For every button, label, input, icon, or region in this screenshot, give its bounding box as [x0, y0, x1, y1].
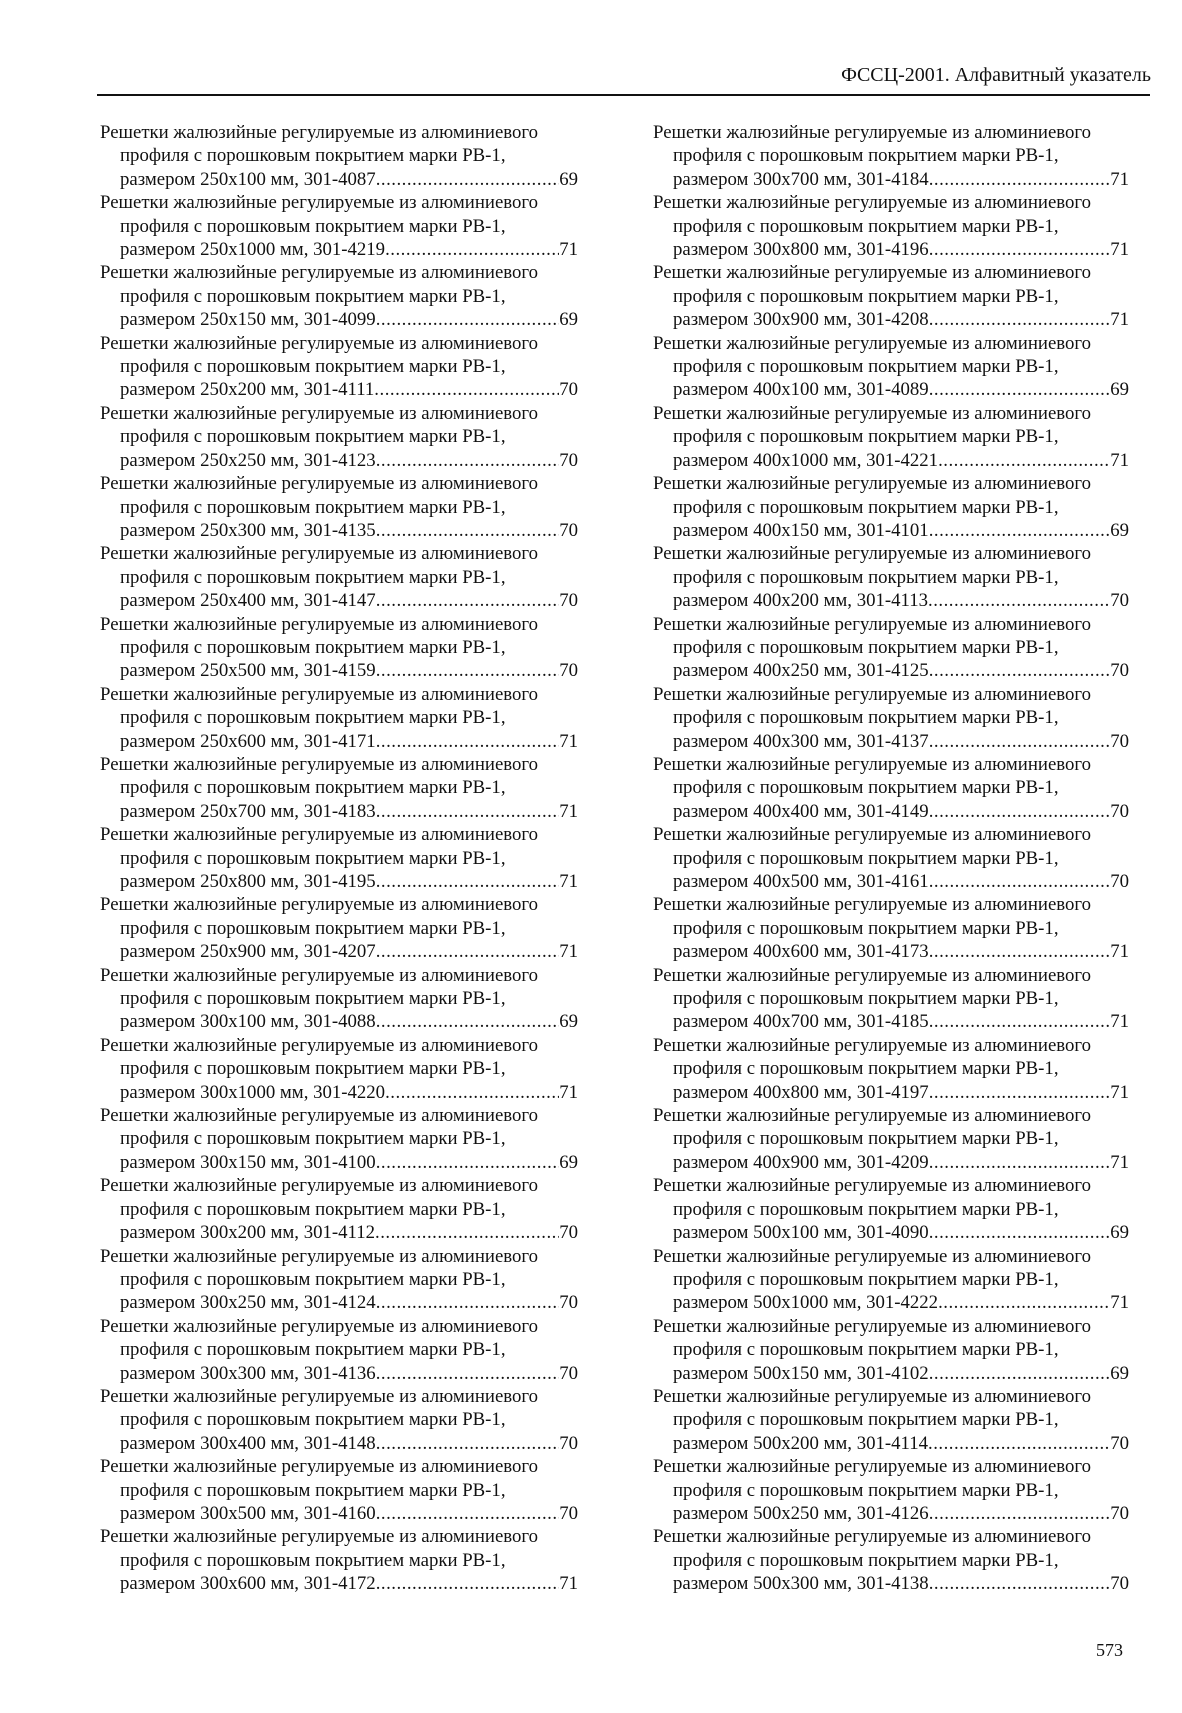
entry-page-ref: 70	[1110, 800, 1129, 822]
entry-size-line	[653, 1362, 1129, 1385]
index-entry	[653, 1455, 1129, 1525]
entry-title-line: Решетки жалюзийные регулируемые из алюминиевого	[653, 1456, 1092, 1478]
entry-size-line	[100, 519, 578, 542]
index-entry	[100, 1174, 578, 1244]
entry-page-ref: 70	[559, 1432, 578, 1454]
entry-size-line	[100, 1432, 578, 1455]
entry-title-line: Решетки жалюзийные регулируемые из алюминиевого	[100, 332, 539, 354]
entry-size-code: размером 300х150 мм, 301-4100	[120, 1151, 376, 1173]
index-column-right	[653, 121, 1129, 1596]
entry-title-continuation: профиля с порошковым покрытием марки РВ-1,	[120, 1549, 506, 1571]
entry-title-line: Решетки жалюзийные регулируемые из алюминиевого	[653, 964, 1092, 986]
entry-size-code: размером 250х900 мм, 301-4207	[120, 941, 376, 963]
dot-leader	[928, 1432, 1110, 1455]
dot-leader	[938, 449, 1110, 472]
entry-title-continuation: профиля с порошковым покрытием марки РВ-1,	[673, 356, 1059, 378]
dot-leader	[376, 1362, 560, 1385]
index-entry	[653, 1034, 1129, 1104]
entry-page-ref: 71	[559, 871, 578, 892]
entry-title-continuation: профиля с порошковым покрытием марки РВ-1,	[673, 777, 1059, 799]
dot-leader	[929, 1502, 1111, 1525]
entry-title-continuation: профиля с порошковым покрытием марки РВ-1,	[673, 1409, 1059, 1431]
dot-leader	[376, 519, 560, 542]
entry-page-ref: 70	[559, 519, 578, 541]
index-entry	[100, 893, 578, 963]
entry-title-line: Решетки жалюзийные регулируемые из алюминиевого	[653, 824, 1092, 846]
entry-size-line	[100, 870, 578, 893]
entry-title-line: Решетки жалюзийные регулируемые из алюминиевого	[100, 683, 539, 705]
index-entry	[100, 823, 578, 893]
dot-leader	[938, 1291, 1110, 1314]
entry-title-line: Решетки жалюзийные регулируемые из алюминиевого	[100, 1385, 539, 1407]
index-entry	[100, 1525, 578, 1595]
entry-title-continuation: профиля с порошковым покрытием марки РВ-1,	[120, 566, 506, 588]
entry-title-line: Решетки жалюзийные регулируемые из алюминиевого	[653, 122, 1092, 143]
entry-size-code: размером 250х500 мм, 301-4159	[120, 660, 376, 682]
entry-page-ref: 71	[1110, 1081, 1129, 1103]
entry-page-ref: 69	[559, 309, 578, 331]
entry-title-continuation: профиля с порошковым покрытием марки РВ-1,	[120, 988, 506, 1010]
entry-size-line	[653, 238, 1129, 261]
entry-size-code: размером 300х900 мм, 301-4208	[673, 309, 929, 331]
entry-title-line: Решетки жалюзийные регулируемые из алюминиевого	[100, 122, 539, 143]
index-entry	[100, 1245, 578, 1315]
entry-size-line	[100, 1291, 578, 1314]
entry-page-ref: 71	[1110, 1292, 1129, 1314]
entry-title-line: Решетки жалюзийные регулируемые из алюминиевого	[653, 1245, 1092, 1267]
entry-title-line: Решетки жалюзийные регулируемые из алюминиевого	[100, 1456, 539, 1478]
entry-size-line	[100, 238, 578, 261]
index-entry	[100, 542, 578, 612]
entry-size-code: размером 400х700 мм, 301-4185	[673, 1011, 929, 1033]
dot-leader	[376, 308, 560, 331]
entry-size-line	[100, 449, 578, 472]
entry-page-ref: 70	[1110, 1432, 1129, 1454]
entry-page-ref: 71	[559, 1573, 578, 1595]
index-entry	[100, 613, 578, 683]
entry-size-code: размером 300х300 мм, 301-4136	[120, 1362, 376, 1384]
entry-size-code: размером 400х300 мм, 301-4137	[673, 730, 929, 752]
entry-title-line: Решетки жалюзийные регулируемые из алюминиевого	[653, 894, 1092, 916]
entry-title-continuation: профиля с порошковым покрытием марки РВ-1,	[120, 215, 506, 237]
entry-size-code: размером 500х1000 мм, 301-4222	[673, 1292, 939, 1314]
index-entry	[653, 191, 1129, 261]
entry-size-code: размером 250х800 мм, 301-4195	[120, 871, 376, 892]
entry-size-line	[653, 168, 1129, 191]
entry-title-continuation: профиля с порошковым покрытием марки РВ-1,	[120, 145, 506, 167]
index-entry	[653, 683, 1129, 753]
dot-leader	[929, 1362, 1111, 1385]
entry-page-ref: 71	[1110, 309, 1129, 331]
entry-title-continuation: профиля с порошковым покрытием марки РВ-1,	[120, 1339, 506, 1361]
entry-title-line: Решетки жалюзийные регулируемые из алюминиевого	[100, 402, 539, 424]
dot-leader	[385, 238, 559, 261]
entry-title-line: Решетки жалюзийные регулируемые из алюминиевого	[653, 262, 1092, 284]
dot-leader	[929, 168, 1111, 191]
entry-page-ref: 70	[559, 590, 578, 612]
index-entry	[653, 402, 1129, 472]
dot-leader	[374, 378, 559, 401]
entry-size-line	[653, 1291, 1129, 1314]
dot-leader	[385, 1081, 559, 1104]
dot-leader	[376, 1291, 560, 1314]
entry-title-continuation: профиля с порошковым покрытием марки РВ-1,	[673, 145, 1059, 167]
entry-size-code: размером 300х800 мм, 301-4196	[673, 239, 929, 261]
entry-page-ref: 70	[1110, 730, 1129, 752]
entry-size-line	[653, 1221, 1129, 1244]
entry-title-continuation: профиля с порошковым покрытием марки РВ-1,	[673, 285, 1059, 307]
index-entry	[653, 542, 1129, 612]
entry-size-code: размером 300х600 мм, 301-4172	[120, 1573, 376, 1595]
entry-size-code: размером 250х200 мм, 301-4111	[120, 379, 375, 401]
index-entry	[100, 332, 578, 402]
entry-title-line: Решетки жалюзийные регулируемые из алюминиевого	[100, 964, 539, 986]
index-entry	[100, 753, 578, 823]
entry-title-continuation: профиля с порошковым покрытием марки РВ-1,	[673, 426, 1059, 448]
entry-size-line	[653, 1081, 1129, 1104]
entry-title-continuation: профиля с порошковым покрытием марки РВ-1,	[120, 1058, 506, 1080]
entry-size-code: размером 400х100 мм, 301-4089	[673, 379, 929, 401]
entry-title-line: Решетки жалюзийные регулируемые из алюминиевого	[100, 613, 539, 635]
entry-title-continuation: профиля с порошковым покрытием марки РВ-1,	[120, 847, 506, 869]
entry-title-continuation: профиля с порошковым покрытием марки РВ-1,	[673, 215, 1059, 237]
entry-size-line	[100, 1502, 578, 1525]
dot-leader	[376, 659, 560, 682]
entry-page-ref: 71	[559, 800, 578, 822]
index-entry	[100, 683, 578, 753]
index-entry	[653, 893, 1129, 963]
entry-page-ref: 70	[1110, 1502, 1129, 1524]
entry-size-line	[653, 1151, 1129, 1174]
entry-page-ref: 71	[1110, 941, 1129, 963]
entry-title-line: Решетки жалюзийные регулируемые из алюминиевого	[100, 262, 539, 284]
entry-size-line	[653, 589, 1129, 612]
entry-title-continuation: профиля с порошковым покрытием марки РВ-1,	[673, 1479, 1059, 1501]
entry-size-code: размером 250х700 мм, 301-4183	[120, 800, 376, 822]
entry-page-ref: 70	[559, 1502, 578, 1524]
entry-title-line: Решетки жалюзийные регулируемые из алюминиевого	[653, 402, 1092, 424]
entry-title-line: Решетки жалюзийные регулируемые из алюминиевого	[100, 824, 539, 846]
entry-size-code: размером 400х250 мм, 301-4125	[673, 660, 929, 682]
entry-page-ref: 71	[1110, 449, 1129, 471]
entry-title-line: Решетки жалюзийные регулируемые из алюминиевого	[653, 1315, 1092, 1337]
entry-size-code: размером 250х250 мм, 301-4123	[120, 449, 376, 471]
entry-title-line: Решетки жалюзийные регулируемые из алюминиевого	[653, 543, 1092, 565]
dot-leader	[929, 238, 1111, 261]
entry-page-ref: 70	[559, 1362, 578, 1384]
entry-page-ref: 69	[1110, 379, 1129, 401]
entry-page-ref: 69	[1110, 1362, 1129, 1384]
entry-size-code: размером 300х700 мм, 301-4184	[673, 168, 929, 190]
entry-title-line: Решетки жалюзийные регулируемые из алюминиевого	[100, 1175, 539, 1197]
entry-size-code: размером 500х100 мм, 301-4090	[673, 1222, 929, 1244]
entry-title-continuation: профиля с порошковым покрытием марки РВ-1,	[120, 777, 506, 799]
index-entry	[100, 1104, 578, 1174]
entry-title-continuation: профиля с порошковым покрытием марки РВ-1,	[120, 1198, 506, 1220]
index-entry	[100, 1455, 578, 1525]
entry-page-ref: 71	[1110, 168, 1129, 190]
entry-size-line	[653, 308, 1129, 331]
index-entry	[100, 964, 578, 1034]
entry-size-code: размером 500х200 мм, 301-4114	[673, 1432, 928, 1454]
entry-page-ref: 70	[559, 1292, 578, 1314]
entry-size-code: размером 300х500 мм, 301-4160	[120, 1502, 376, 1524]
entry-size-line	[100, 800, 578, 823]
entry-page-ref: 71	[1110, 1011, 1129, 1033]
entry-title-continuation: профиля с порошковым покрытием марки РВ-1,	[673, 636, 1059, 658]
dot-leader	[376, 168, 560, 191]
entry-size-line	[100, 1010, 578, 1033]
index-entry	[653, 121, 1129, 191]
entry-size-code: размером 250х600 мм, 301-4171	[120, 730, 376, 752]
dot-leader	[929, 800, 1111, 823]
entry-size-code: размером 500х150 мм, 301-4102	[673, 1362, 929, 1384]
dot-leader	[376, 800, 560, 823]
entry-title-line: Решетки жалюзийные регулируемые из алюминиевого	[100, 1034, 539, 1056]
entry-size-code: размером 500х300 мм, 301-4138	[673, 1573, 929, 1595]
dot-leader	[376, 589, 560, 612]
entry-size-line	[653, 730, 1129, 753]
dot-leader	[929, 1081, 1111, 1104]
entry-page-ref: 69	[1110, 1222, 1129, 1244]
entry-title-line: Решетки жалюзийные регулируемые из алюминиевого	[100, 473, 539, 495]
entry-title-continuation: профиля с порошковым покрытием марки РВ-1,	[673, 566, 1059, 588]
entry-size-code: размером 400х800 мм, 301-4197	[673, 1081, 929, 1103]
entry-size-code: размером 400х200 мм, 301-4113	[673, 590, 928, 612]
entry-title-continuation: профиля с порошковым покрытием марки РВ-1,	[120, 917, 506, 939]
entry-size-code: размером 250х400 мм, 301-4147	[120, 590, 376, 612]
index-entry	[653, 1525, 1129, 1595]
index-column-left	[100, 121, 578, 1596]
entry-page-ref: 70	[1110, 871, 1129, 892]
index-entry	[653, 261, 1129, 331]
dot-leader	[376, 1151, 560, 1174]
index-entry	[653, 1174, 1129, 1244]
index-entry	[653, 964, 1129, 1034]
entry-size-line	[100, 1151, 578, 1174]
entry-size-line	[653, 800, 1129, 823]
entry-page-ref: 71	[1110, 1151, 1129, 1173]
entry-size-line	[100, 1572, 578, 1595]
entry-page-ref: 71	[1110, 239, 1129, 261]
entry-title-continuation: профиля с порошковым покрытием марки РВ-1,	[120, 1268, 506, 1290]
entry-title-continuation: профиля с порошковым покрытием марки РВ-1,	[673, 1339, 1059, 1361]
entry-title-line: Решетки жалюзийные регулируемые из алюминиевого	[653, 1105, 1092, 1127]
entry-size-code: размером 300х250 мм, 301-4124	[120, 1292, 376, 1314]
entry-title-continuation: профиля с порошковым покрытием марки РВ-1,	[673, 1198, 1059, 1220]
dot-leader	[929, 1151, 1111, 1174]
index-entry	[100, 402, 578, 472]
index-entry	[100, 261, 578, 331]
entry-size-code: размером 400х150 мм, 301-4101	[673, 519, 929, 541]
entry-size-code: размером 250х300 мм, 301-4135	[120, 519, 376, 541]
entry-size-code: размером 400х600 мм, 301-4173	[673, 941, 929, 963]
entry-title-continuation: профиля с порошковым покрытием марки РВ-1,	[120, 1479, 506, 1501]
index-entry	[653, 1245, 1129, 1315]
entry-title-line: Решетки жалюзийные регулируемые из алюминиевого	[100, 543, 539, 565]
dot-leader	[929, 519, 1111, 542]
dot-leader	[929, 308, 1111, 331]
entry-title-continuation: профиля с порошковым покрытием марки РВ-1,	[673, 1058, 1059, 1080]
header-rule	[97, 94, 1150, 96]
entry-size-code: размером 400х900 мм, 301-4209	[673, 1151, 929, 1173]
entry-size-line	[100, 589, 578, 612]
index-entry	[653, 332, 1129, 402]
running-header: ФССЦ-2001. Алфавитный указатель	[841, 64, 1151, 86]
index-entry	[100, 1034, 578, 1104]
dot-leader	[376, 1572, 560, 1595]
entry-title-continuation: профиля с порошковым покрытием марки РВ-1,	[673, 917, 1059, 939]
entry-size-line	[653, 1572, 1129, 1595]
entry-size-line	[653, 1010, 1129, 1033]
entry-title-line: Решетки жалюзийные регулируемые из алюминиевого	[653, 613, 1092, 635]
entry-title-continuation: профиля с порошковым покрытием марки РВ-1,	[673, 988, 1059, 1010]
entry-title-continuation: профиля с порошковым покрытием марки РВ-1,	[120, 285, 506, 307]
entry-size-code: размером 400х400 мм, 301-4149	[673, 800, 929, 822]
entry-title-continuation: профиля с порошковым покрытием марки РВ-1,	[120, 496, 506, 518]
dot-leader	[929, 659, 1111, 682]
index-entry	[653, 1315, 1129, 1385]
entry-title-continuation: профиля с порошковым покрытием марки РВ-1,	[673, 847, 1059, 869]
entry-page-ref: 70	[559, 660, 578, 682]
index-entry	[653, 823, 1129, 893]
entry-title-line: Решетки жалюзийные регулируемые из алюминиевого	[100, 753, 539, 775]
entry-page-ref: 71	[559, 941, 578, 963]
entry-size-line	[100, 1221, 578, 1244]
entry-size-line	[653, 449, 1129, 472]
entry-page-ref: 71	[559, 239, 578, 261]
entry-title-continuation: профиля с порошковым покрытием марки РВ-1,	[120, 356, 506, 378]
entry-title-line: Решетки жалюзийные регулируемые из алюминиевого	[653, 1385, 1092, 1407]
entry-title-line: Решетки жалюзийные регулируемые из алюминиевого	[653, 192, 1092, 214]
entry-size-code: размером 250х1000 мм, 301-4219	[120, 239, 386, 261]
entry-page-ref: 69	[559, 168, 578, 190]
entry-title-continuation: профиля с порошковым покрытием марки РВ-1,	[673, 496, 1059, 518]
dot-leader	[929, 730, 1111, 753]
index-entry	[100, 1315, 578, 1385]
entry-size-code: размером 400х1000 мм, 301-4221	[673, 449, 939, 471]
page-number: 573	[1096, 1640, 1123, 1660]
entry-page-ref: 70	[559, 379, 578, 401]
entry-page-ref: 69	[1110, 519, 1129, 541]
entry-page-ref: 71	[559, 730, 578, 752]
entry-size-line	[653, 1502, 1129, 1525]
entry-title-line: Решетки жалюзийные регулируемые из алюминиевого	[653, 473, 1092, 495]
entry-title-continuation: профиля с порошковым покрытием марки РВ-1,	[120, 707, 506, 729]
entry-title-line: Решетки жалюзийные регулируемые из алюминиевого	[653, 683, 1092, 705]
entry-page-ref: 70	[1110, 590, 1129, 612]
entry-title-continuation: профиля с порошковым покрытием марки РВ-1,	[120, 636, 506, 658]
entry-title-continuation: профиля с порошковым покрытием марки РВ-1,	[673, 1549, 1059, 1571]
dot-leader	[376, 449, 560, 472]
dot-leader	[928, 589, 1110, 612]
entry-title-line: Решетки жалюзийные регулируемые из алюминиевого	[653, 1034, 1092, 1056]
entry-size-line	[100, 1362, 578, 1385]
index-entry	[100, 472, 578, 542]
index-entry	[100, 1385, 578, 1455]
entry-page-ref: 70	[1110, 1573, 1129, 1595]
entry-size-line	[100, 1081, 578, 1104]
entry-size-code: размером 300х1000 мм, 301-4220	[120, 1081, 386, 1103]
index-entry	[100, 191, 578, 261]
entry-page-ref: 69	[559, 1011, 578, 1033]
entry-size-line	[100, 730, 578, 753]
entry-size-line	[100, 659, 578, 682]
entry-size-line	[653, 940, 1129, 963]
dot-leader	[376, 1432, 560, 1455]
dot-leader	[376, 730, 560, 753]
dot-leader	[929, 1010, 1111, 1033]
entry-size-code: размером 500х250 мм, 301-4126	[673, 1502, 929, 1524]
entry-title-line: Решетки жалюзийные регулируемые из алюминиевого	[653, 1175, 1092, 1197]
entry-size-code: размером 400х500 мм, 301-4161	[673, 871, 929, 892]
entry-size-line	[653, 1432, 1129, 1455]
entry-title-continuation: профиля с порошковым покрытием марки РВ-1,	[673, 1268, 1059, 1290]
entry-title-continuation: профиля с порошковым покрытием марки РВ-1,	[120, 1409, 506, 1431]
entry-size-line	[653, 870, 1129, 893]
entry-title-line: Решетки жалюзийные регулируемые из алюминиевого	[653, 753, 1092, 775]
entry-size-line	[100, 308, 578, 331]
entry-size-line	[100, 940, 578, 963]
entry-size-line	[100, 168, 578, 191]
entry-title-line: Решетки жалюзийные регулируемые из алюминиевого	[100, 1245, 539, 1267]
entry-title-line: Решетки жалюзийные регулируемые из алюминиевого	[653, 1526, 1092, 1548]
entry-size-line	[653, 378, 1129, 401]
index-entry	[653, 472, 1129, 542]
entry-title-line: Решетки жалюзийные регулируемые из алюминиевого	[100, 1315, 539, 1337]
entry-size-code: размером 300х400 мм, 301-4148	[120, 1432, 376, 1454]
entry-page-ref: 69	[559, 1151, 578, 1173]
entry-size-line	[100, 378, 578, 401]
index-entry	[653, 613, 1129, 683]
dot-leader	[376, 940, 560, 963]
entry-title-line: Решетки жалюзийные регулируемые из алюминиевого	[100, 192, 539, 214]
dot-leader	[929, 870, 1111, 893]
entry-size-code: размером 300х200 мм, 301-4112	[120, 1222, 375, 1244]
entry-page-ref: 70	[1110, 660, 1129, 682]
entry-size-code: размером 300х100 мм, 301-4088	[120, 1011, 376, 1033]
entry-title-line: Решетки жалюзийные регулируемые из алюминиевого	[100, 1526, 539, 1548]
dot-leader	[376, 1502, 560, 1525]
entry-title-continuation: профиля с порошковым покрытием марки РВ-1,	[673, 1128, 1059, 1150]
dot-leader	[375, 1221, 559, 1244]
entry-size-line	[653, 659, 1129, 682]
entry-title-continuation: профиля с порошковым покрытием марки РВ-1,	[120, 1128, 506, 1150]
entry-title-line: Решетки жалюзийные регулируемые из алюминиевого	[100, 894, 539, 916]
entry-page-ref: 70	[559, 1222, 578, 1244]
entry-title-line: Решетки жалюзийные регулируемые из алюминиевого	[100, 1105, 539, 1127]
entry-page-ref: 71	[559, 1081, 578, 1103]
index-entry	[100, 121, 578, 191]
dot-leader	[929, 1221, 1111, 1244]
entry-size-line	[653, 519, 1129, 542]
dot-leader	[376, 1010, 560, 1033]
dot-leader	[929, 378, 1111, 401]
dot-leader	[376, 870, 560, 893]
entry-title-line: Решетки жалюзийные регулируемые из алюминиевого	[653, 332, 1092, 354]
dot-leader	[929, 1572, 1111, 1595]
index-entry	[653, 753, 1129, 823]
entry-title-continuation: профиля с порошковым покрытием марки РВ-1,	[673, 707, 1059, 729]
entry-size-code: размером 250х150 мм, 301-4099	[120, 309, 376, 331]
entry-title-continuation: профиля с порошковым покрытием марки РВ-1,	[120, 426, 506, 448]
entry-size-code: размером 250х100 мм, 301-4087	[120, 168, 376, 190]
index-entry	[653, 1385, 1129, 1455]
dot-leader	[929, 940, 1111, 963]
entry-page-ref: 70	[559, 449, 578, 471]
index-entry	[653, 1104, 1129, 1174]
